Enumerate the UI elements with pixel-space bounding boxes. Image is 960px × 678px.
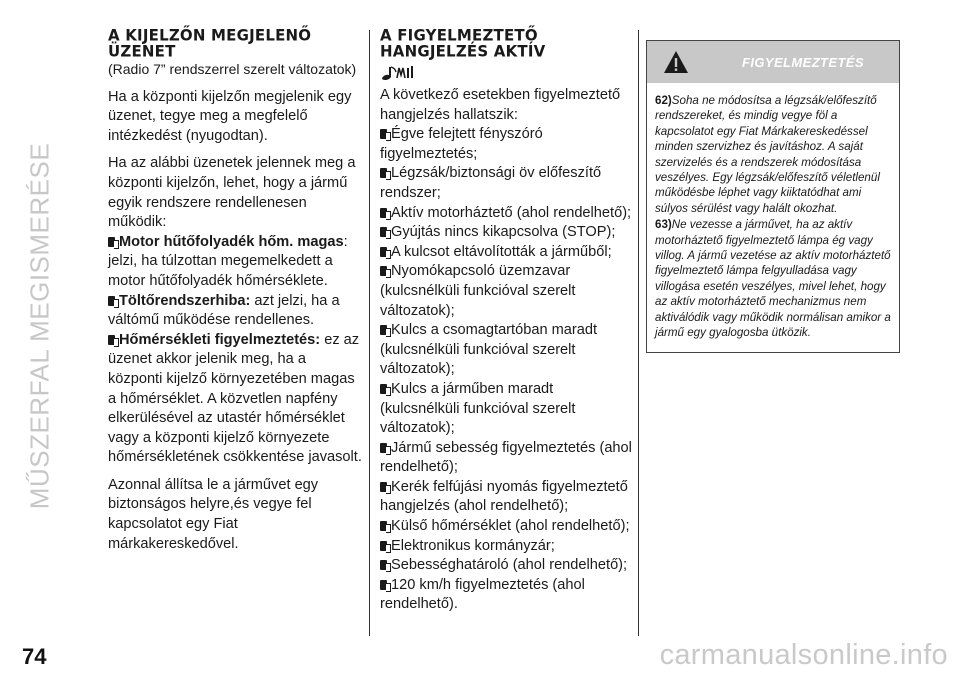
- list-item: [380, 204, 632, 224]
- warning-box: [646, 40, 900, 353]
- message-text: ez az üzenet akkor jelenik meg, ha a központi kijelző környezetében magas a hőmérséklet. A közvetlen napfény elkerülésével az utastér hőmérséklet vagy a központi kijelző környezete hőmérsékletének csökkentése javasolt.: [108, 331, 362, 466]
- page-bullet-icon: [380, 443, 387, 453]
- list-item-text: Kulcs a csomagtartóban maradt (kulcsnélküli funkcióval szerelt változatok);: [380, 322, 598, 378]
- note-ref: 63): [655, 218, 672, 232]
- page-bullet-icon: [108, 335, 115, 345]
- list-item-text: Kerék felfújási nyomás figyelmeztető hangjelzés (ahol rendelhető);: [380, 478, 628, 515]
- page-bullet-icon: [380, 129, 387, 139]
- message-name: Hőmérsékleti figyelmeztetés:: [119, 331, 321, 348]
- page-bullet-icon: [380, 560, 387, 570]
- paragraph-advice: Azonnal állítsa le a járművet egy biztonságos helyre,és vegye fel kapcsolatot egy Fiat márkakereskedővel.: [108, 476, 319, 552]
- list-item: [380, 517, 632, 537]
- watermark: carmanualsonline.info: [659, 639, 948, 671]
- warning-body: [647, 83, 899, 352]
- sound-list: [380, 125, 632, 615]
- column-divider: [369, 30, 370, 636]
- list-intro: A következő esetekben figyelmeztető hangjelzés hallatszik:: [380, 87, 621, 123]
- message-name: Motor hűtőfolyadék hőm. magas: [119, 233, 344, 250]
- paragraph-list-intro: Ha az alábbi üzenetek jelennek meg a központi kijelzőn, lehet, hogy a jármű egyik rendszere rendellenesen működik:: [108, 155, 356, 231]
- message-text: : jelzi, ha túlzottan megemelkedett a motor hűtőfolyadék hőmérséklete.: [108, 233, 348, 289]
- list-item-text: Légzsák/biztonsági öv előfeszítő rendszer;: [380, 165, 602, 201]
- list-item: [380, 439, 632, 478]
- list-item: [380, 223, 632, 243]
- list-item: [380, 164, 632, 203]
- page-bullet-icon: [380, 580, 387, 590]
- paragraph-intro: Ha a központi kijelzőn megjelenik egy üzenet, tegye meg a megfelelő intézkedést (nyugodtan).: [108, 88, 352, 144]
- list-item: [380, 380, 632, 439]
- list-item-text: A kulcsot eltávolították a járműből;: [391, 243, 612, 260]
- list-item-text: 120 km/h figyelmeztetés (ahol rendelhető).: [380, 576, 585, 613]
- heading-line-2: HANGJELZÉS AKTÍV: [380, 41, 546, 61]
- message-text: azt jelzi, ha a váltómű működése rendellenes.: [108, 292, 340, 329]
- list-item-text: Aktív motorháztető (ahol rendelhető);: [391, 204, 632, 221]
- message-item: [108, 292, 362, 331]
- sound-symbol-icon: [380, 62, 632, 84]
- warning-title: FIGYELMEZTETÉS: [742, 54, 864, 70]
- page-bullet-icon: [380, 521, 387, 531]
- warning-header: [647, 41, 899, 83]
- list-item-text: Sebességhatároló (ahol rendelhető);: [391, 557, 628, 574]
- list-item-text: Elektronikus kormányzár;: [391, 537, 555, 554]
- heading-line-1: A FIGYELMEZTETŐ: [380, 25, 538, 45]
- list-item: [380, 537, 632, 557]
- heading-line-1: A KIJELZŐN MEGJELENŐ: [108, 25, 312, 45]
- list-item: [380, 576, 632, 615]
- list-item-text: Nyomókapcsoló üzemzavar (kulcsnélküli funkcióval szerelt változatok);: [380, 263, 576, 319]
- column-warning-sound: [380, 25, 632, 615]
- list-item: [380, 321, 632, 380]
- list-item: [380, 478, 632, 517]
- list-item: [380, 262, 632, 321]
- page-bullet-icon: [380, 227, 387, 237]
- subheading: (Radio 7” rendszerrel szerelt változatok): [108, 61, 357, 77]
- warning-note: [655, 93, 891, 216]
- list-item: [380, 243, 632, 263]
- message-item: [108, 331, 362, 468]
- page-bullet-icon: [380, 541, 387, 551]
- message-item: [108, 233, 362, 292]
- page-bullet-icon: [380, 384, 387, 394]
- page-bullet-icon: [380, 325, 387, 335]
- list-item-text: Gyújtás nincs kikapcsolva (STOP);: [391, 224, 616, 241]
- page-bullet-icon: [108, 237, 115, 247]
- list-item: [380, 125, 632, 164]
- side-section-title: MŰSZERFAL MEGISMERÉSE: [24, 142, 55, 510]
- list-item-text: Jármű sebesség figyelmeztetés (ahol rendelhető);: [380, 439, 632, 476]
- heading-line-2: ÜZENET: [108, 41, 176, 61]
- page-bullet-icon: [380, 266, 387, 276]
- column-divider: [638, 30, 639, 636]
- list-item-text: Kulcs a járműben maradt (kulcsnélküli funkcióval szerelt változatok);: [380, 380, 576, 437]
- list-item-text: Külső hőmérséklet (ahol rendelhető);: [391, 518, 630, 535]
- list-item-text: Égve felejtett fényszóró figyelmeztetés;: [380, 126, 543, 162]
- page-bullet-icon: [380, 208, 387, 218]
- warning-triangle-icon: [663, 50, 689, 74]
- list-item: [380, 556, 632, 576]
- message-name: Töltőrendszerhiba:: [119, 292, 251, 309]
- page-bullet-icon: [380, 168, 387, 178]
- page-number: 74: [22, 644, 47, 669]
- section-heading-display-message: [108, 25, 362, 61]
- warning-note: [655, 217, 891, 340]
- page-bullet-icon: [380, 247, 387, 257]
- note-text: Ne vezesse a járművet, ha az aktív motorháztető figyelmeztető lámpa ég vagy villog. A jármű vezetése az aktív motorháztető figyelmeztető lámpa felgyulladása vagy villogása esetén veszélyes, mivel lehet, hogy az aktív motorháztető mechanizmus nem aktiválódik vagy működik normálisan amikor a jármű egy gyalogosba ütközik.: [655, 218, 891, 340]
- page-bullet-icon: [380, 482, 387, 492]
- section-heading-warning-sound: [380, 25, 632, 61]
- note-text: Soha ne módosítsa a légzsák/előfeszítő rendszereket, és mindig vegye föl a kapcsolatot egy Fiat Márkakereskedéssel minden szervizhez és javításhoz. A saját szervizelés és a rendszerek módosítása veszélyes. Egy légzsák/előfeszítő véletlenül működésbe léphet vagy kiiktatódhat ami súlyos sérülést vagy halált okozhat.: [655, 94, 880, 215]
- note-ref: 62): [655, 94, 672, 107]
- page-bullet-icon: [108, 296, 115, 306]
- column-display-message: [108, 25, 362, 562]
